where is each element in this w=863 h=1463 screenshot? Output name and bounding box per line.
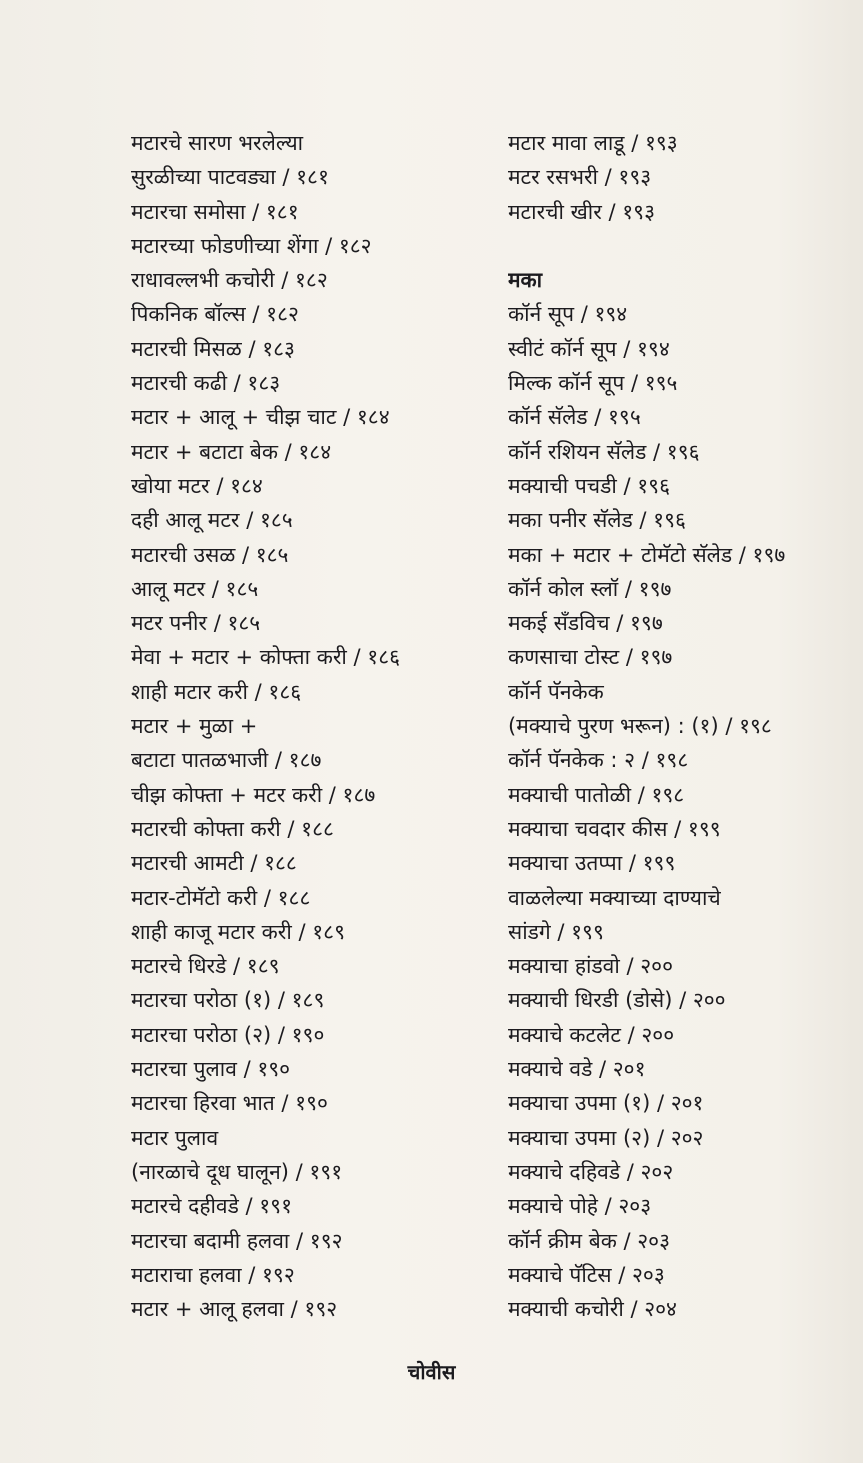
index-entry: स्वीटं कॉर्न सूप / १९४ <box>508 336 670 361</box>
index-entry: मटार-टोमॅटो करी / १८८ <box>131 885 311 910</box>
index-entry: मक्याचे दहिवडे / २०२ <box>508 1159 674 1184</box>
spacer-line <box>508 229 858 263</box>
index-entry: मक्याचा उतप्पा / १९९ <box>508 851 676 876</box>
index-entry: दही आलू मटर / १८५ <box>131 508 293 533</box>
index-entry: मक्याची पचडी / १९६ <box>508 473 670 498</box>
index-entry: कॉर्न सॅलेड / १९५ <box>508 405 641 430</box>
index-entry: मटार + बटाटा बेक / १८४ <box>131 439 332 464</box>
index-entry: बटाटा पातळभाजी / १८७ <box>131 748 322 773</box>
index-entry: मटार मावा लाडू / १९३ <box>508 131 678 155</box>
index-entry: मटारची कढी / १८३ <box>131 371 281 396</box>
index-entry: मक्याची कचोरी / २०४ <box>508 1297 677 1322</box>
index-entry: कॉर्न पॅनकेक <box>508 679 604 704</box>
index-entry: मटारचे धिरडे / १८९ <box>131 954 280 979</box>
index-entry: मकई सँडविच / १९७ <box>508 611 663 636</box>
index-entry: मक्याचे कटलेट / २०० <box>508 1022 675 1047</box>
index-entry: मटारचा बदामी हलवा / १९२ <box>131 1228 343 1253</box>
index-entry: कणसाचा टोस्ट / १९७ <box>508 645 673 670</box>
index-entry: मटारची आमटी / १८८ <box>131 851 297 876</box>
index-entry: कॉर्न क्रीम बेक / २०३ <box>508 1228 671 1253</box>
index-entry: मक्याची पातोळी / १९८ <box>508 782 685 807</box>
index-entry: मक्याचा उपमा (२) / २०२ <box>508 1125 704 1150</box>
index-entry: मटारची उसळ / १८५ <box>131 542 289 567</box>
index-entry: कॉर्न रशियन सॅलेड / १९६ <box>508 439 700 464</box>
index-entry: मटर रसभरी / १९३ <box>508 165 652 190</box>
index-entry: मक्याची धिरडी (डोसे) / २०० <box>508 988 726 1013</box>
index-entry: मटार + आलू + चीझ चाट / १८४ <box>131 405 390 430</box>
index-entry: मटारची खीर / १९३ <box>508 199 656 224</box>
index-entry: कॉर्न कोल स्लॉ / १९७ <box>508 576 672 601</box>
index-entry: वाळलेल्या मक्याच्या दाण्याचे <box>508 885 721 910</box>
index-entry: (मक्याचे पुरण भरून) : (१) / १९८ <box>508 714 772 739</box>
page-number-label: चोवीस <box>407 1360 456 1384</box>
index-entry: मटारचा परोठा (२) / १९० <box>131 1022 325 1047</box>
index-entry: मका + मटार + टोमॅटो सॅलेड / १९७ <box>508 542 786 567</box>
index-entry: मिल्क कॉर्न सूप / १९५ <box>508 371 678 396</box>
index-entry: मक्याचे वडे / २०१ <box>508 1057 646 1082</box>
index-entry: मटार + आलू हलवा / १९२ <box>131 1297 338 1322</box>
index-entry: शाही काजू मटार करी / १८९ <box>131 919 345 944</box>
index-entry: चीझ कोफ्ता + मटर करी / १८७ <box>131 782 376 807</box>
index-entry: मक्याचा चवदार कीस / १९९ <box>508 816 721 841</box>
right-column-index <box>508 126 858 1326</box>
index-entry: मक्याचा उपमा (१) / २०१ <box>508 1091 704 1116</box>
index-entry: पिकनिक बॉल्स / १८२ <box>131 302 299 327</box>
index-entry: मक्याचा हांडवो / २०० <box>508 954 673 979</box>
index-entry: मटारची मिसळ / १८३ <box>131 336 295 361</box>
index-entry: मटारचा समोसा / १८१ <box>131 199 299 224</box>
index-entry: मटार + मुळा + <box>131 714 258 739</box>
index-entry: मक्याचे पोहे / २०३ <box>508 1194 652 1219</box>
index-entry: शाही मटार करी / १८६ <box>131 679 302 704</box>
index-entry: मटारचे सारण भरलेल्या <box>131 131 304 155</box>
index-entry: सांडगे / १९९ <box>508 919 604 944</box>
index-entry: (नारळाचे दूध घालून) / १९१ <box>131 1159 343 1184</box>
index-entry: मटार पुलाव <box>131 1125 219 1150</box>
index-entry: मटारचा परोठा (१) / १८९ <box>131 988 325 1013</box>
index-entry: मटाराचा हलवा / १९२ <box>131 1262 295 1287</box>
index-entry: आलू मटर / १८५ <box>131 576 259 601</box>
index-entry: मका पनीर सॅलेड / १९६ <box>508 508 686 533</box>
index-entry: मटारचे दहीवडे / १९१ <box>131 1194 293 1219</box>
index-entry: मेवा + मटार + कोफ्ता करी / १८६ <box>131 645 401 670</box>
index-entry: मटारची कोफ्ता करी / १८८ <box>131 816 334 841</box>
section-heading: मका <box>508 268 543 293</box>
index-entry: मटर पनीर / १८५ <box>131 611 261 636</box>
index-entry: कॉर्न पॅनकेक : २ / १९८ <box>508 748 689 773</box>
left-column-index <box>131 126 491 1326</box>
index-entry: मटारचा हिरवा भात / १९० <box>131 1091 328 1116</box>
index-entry: सुरळीच्या पाटवड्या / १८१ <box>131 165 329 190</box>
index-entry: मटारच्या फोडणीच्या शेंगा / १८२ <box>131 233 372 258</box>
index-entry: खोया मटर / १८४ <box>131 473 263 498</box>
index-entry: राधावल्लभी कचोरी / १८२ <box>131 268 328 293</box>
index-entry: मटारचा पुलाव / १९० <box>131 1057 291 1082</box>
index-entry: मक्याचे पॅटिस / २०३ <box>508 1262 665 1287</box>
index-entry: कॉर्न सूप / १९४ <box>508 302 628 327</box>
